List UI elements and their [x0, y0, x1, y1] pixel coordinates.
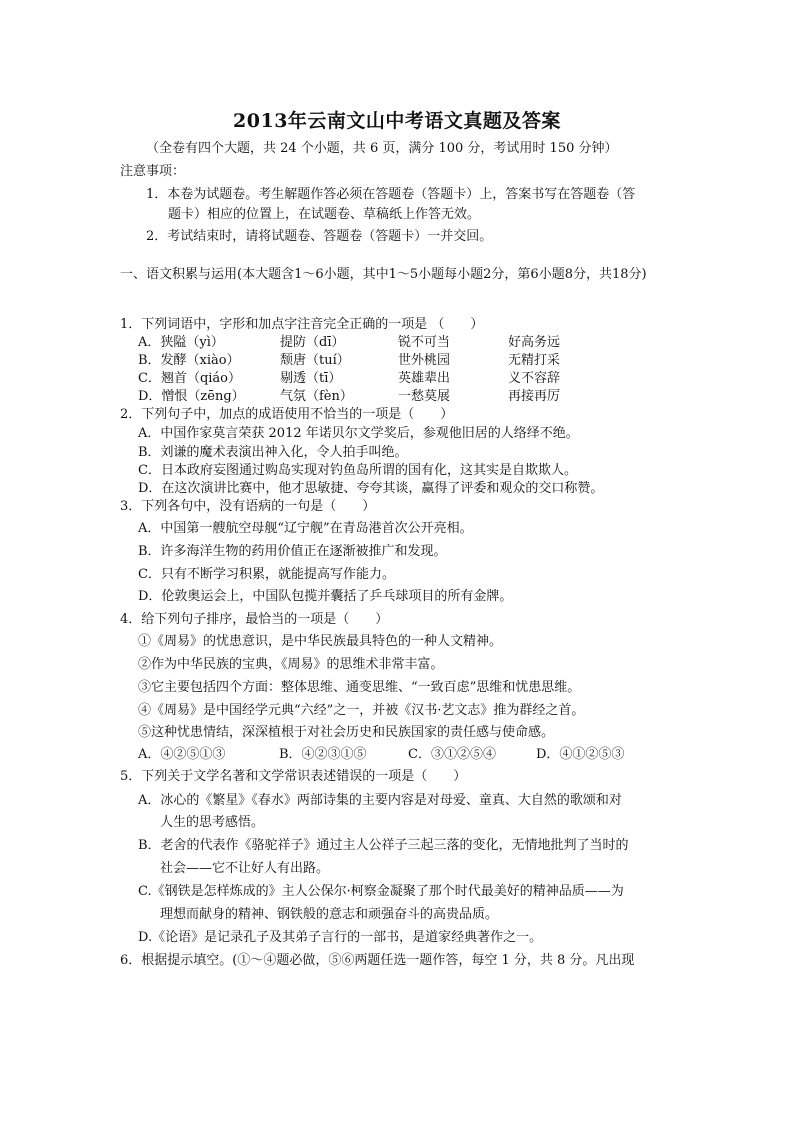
q2-option-c: C．日本政府妄图通过购岛实现对钓鱼岛所谓的国有化，这其实是自欺欺人。 [138, 463, 577, 478]
q1-b-word4: 无精打采 [508, 353, 561, 368]
q4-stem: 4．给下列句子排序，最恰当的一项是（ ） [120, 612, 389, 627]
q1-a-word1: A．狭隘（yì） [138, 335, 224, 350]
q1-a-word3: 锐不可当 [398, 335, 451, 350]
q5-stem: 5．下列关于文学名著和文学常识表述错误的一项是（ ） [120, 769, 467, 784]
q1-c-word2: 剔透（tī） [280, 371, 342, 386]
q1-stem: 1．下列词语中，字形和加点字注音完全正确的一项是 （ ） [120, 317, 484, 332]
q4-option-d: D．④①②⑤③ [536, 747, 625, 762]
q5-option-c: C.《钢铁是怎样炼成的》主人公保尔·柯察金凝聚了那个时代最美好的精神品质——为 [138, 884, 624, 899]
q1-d-word3: 一愁莫展 [398, 389, 451, 404]
q4-sentence-4: ④《周易》是中国经学元典“六经”之一，并被《汉书·艺文志》推为群经之首。 [138, 703, 585, 718]
notice-2: 2．考试结束时，请将试题卷、答题卷（答题卡）一并交回。 [146, 229, 493, 244]
q1-d-word1: D．憎恨（zēnɡ） [138, 389, 245, 404]
q4-option-a: A．④②⑤①③ [138, 747, 226, 762]
exam-info: （全卷有四个大题，共 24 个小题，共 6 页，满分 100 分，考试用时 150 分钟） [146, 141, 618, 156]
q1-row-d [0, 387, 794, 407]
q5-option-a: A．冰心的《繁星》《春水》两部诗集的主要内容是对母爱、童真、大自然的歌颂和对 [138, 793, 622, 808]
q5-option-c-cont: 理想而献身的精神、钢铁般的意志和顽强奋斗的高贵品质。 [160, 907, 499, 922]
q1-c-word1: C．翘首（qiáo） [138, 371, 242, 386]
q3-option-a: A．中国第一艘航空母舰“辽宁舰”在青岛港首次公开亮相。 [138, 521, 473, 536]
page-title: 2013年云南文山中考语文真题及答案 [233, 110, 561, 132]
q1-row-a [0, 333, 794, 353]
q4-option-c: C．③①②⑤④ [408, 747, 496, 762]
q4-sentence-1: ①《周易》的忧患意识，是中华民族最具特色的一种人文精神。 [138, 634, 503, 649]
q3-option-c: C．只有不断学习积累，就能提高写作能力。 [138, 567, 395, 582]
q1-c-word4: 义不容辞 [508, 371, 561, 386]
q2-option-a: A．中国作家莫言荣获 2012 年诺贝尔文学奖后，参观他旧居的人络绎不绝。 [138, 426, 579, 441]
q1-d-word2: 气氛（fèn） [280, 389, 353, 404]
q4-sentence-2: ②作为中华民族的宝典，《周易》的思维术非常丰富。 [138, 657, 444, 672]
q5-option-d: D.《论语》是记录孔子及其弟子言行的一部书，是道家经典著作之一。 [138, 930, 543, 945]
q3-stem: 3．下列各句中，没有语病的一句是（ ） [120, 499, 376, 514]
q1-c-word3: 英雄辈出 [398, 371, 451, 386]
q5-option-a-cont: 人生的思考感悟。 [160, 815, 265, 830]
q1-row-c [0, 369, 794, 389]
q5-option-b-cont: 社会——它不让好人有出路。 [160, 861, 330, 876]
q2-option-b: B．刘谦的魔术表演出神入化，令人拍手叫绝。 [138, 445, 408, 460]
q1-row-b [0, 351, 794, 371]
q4-sentence-5: ⑤这种忧患情结，深深植根于对社会历史和民族国家的责任感与使命感。 [138, 725, 555, 740]
q2-option-d: D．在这次演讲比赛中，他才思敏捷、夸夸其谈，赢得了评委和观众的交口称赞。 [138, 481, 604, 496]
notice-1: 1．本卷为试题卷。考生解题作答必须在答题卷（答题卡）上，答案书写在答题卷（答 [146, 187, 636, 202]
q1-b-word1: B．发酵（xiào） [138, 353, 240, 368]
q3-option-d: D．伦敦奥运会上，中国队包揽并囊括了乒乓球项目的所有金牌。 [138, 589, 513, 604]
q1-d-word4: 再接再厉 [508, 389, 561, 404]
q1-b-word3: 世外桃园 [398, 353, 451, 368]
q6-stem: 6．根据提示填空。(①～④题必做，⑤⑥两题任选一题作答，每空 1 分，共 8 分。凡出现 [120, 953, 635, 968]
q5-option-b: B．老舍的代表作《骆驼祥子》通过主人公祥子三起三落的变化，无情地批判了当时的 [138, 838, 629, 853]
notice-1-cont: 题卡）相应的位置上，在试题卷、草稿纸上作答无效。 [168, 207, 481, 222]
notice-heading: 注意事项： [120, 164, 186, 179]
q2-stem: 2．下列句子中，加点的成语使用不恰当的一项是（ ） [120, 407, 454, 422]
q4-options [0, 745, 794, 765]
q1-a-word4: 好高务远 [508, 335, 561, 350]
q4-sentence-3: ③它主要包括四个方面：整体思维、通变思维、“一致百虑”思维和忧患思维。 [138, 680, 581, 695]
q3-option-b: B．许多海洋生物的药用价值正在逐渐被推广和发现。 [138, 544, 447, 559]
q1-b-word2: 颓唐（tuí） [280, 353, 350, 368]
q4-option-b: B．④②③①⑤ [279, 747, 367, 762]
section-1-heading: 一、语文积累与运用(本大题含1～6小题，其中1～5小题每小题2分，第6小题8分，共18分) [120, 267, 647, 282]
q1-a-word2: 提防（dī） [280, 335, 345, 350]
